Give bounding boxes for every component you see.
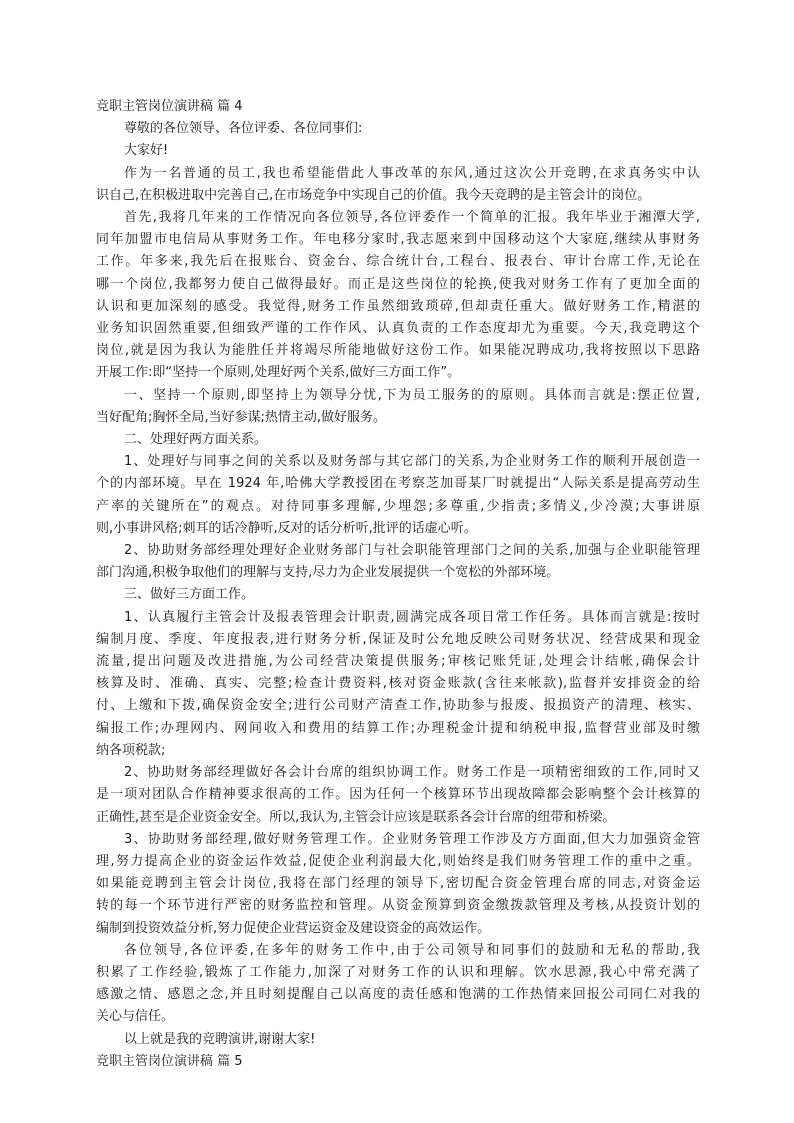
subheading: 二、处理好两方面关系。 xyxy=(124,432,268,448)
text-line: 1、处理好与同事之间的关系以及财务部与其它部门的关系,为企业财务工作的顺利开展创造一 xyxy=(124,454,700,470)
document-page xyxy=(96,96,700,1073)
text-line: 岗位,就是因为我认为能胜任并将竭尽所能地做好这份工作。如果能况聘成功,我将按照以下思路 xyxy=(96,343,700,359)
text-line: 一、坚持一个原则,即坚持上为领导分忧,下为员工服务的的原则。具体而言就是:摆正位置, xyxy=(124,387,700,403)
text-line: 编制到投资效益分析,努力促使企业营运资金及建设资金的高效运作。 xyxy=(96,920,491,936)
text-line: 核算及时、准确、真实、完整;检查计费资料,核对资金账款(含往来帐款),监督并安排资金的给 xyxy=(96,676,700,692)
subheading: 三、做好三方面工作。 xyxy=(124,587,255,603)
greeting: 大家好! xyxy=(124,143,169,159)
text-line: 认识和更加深刻的感受。我觉得,财务工作虽然细致琐碎,但却责任重大。做好财务工作,精湛的 xyxy=(96,298,700,314)
text-line: 1、认真履行主管会计及报表管理会计职责,圆满完成各项日常工作任务。具体而言就是:按时 xyxy=(124,609,700,625)
text-line: 产率的关键所在”的观点。对待同事多理解,少埋怨;多尊重,少指责;多情义,少冷漠;大事讲原 xyxy=(96,498,700,514)
text-line: 理,努力提高企业的资金运作效益,促使企业利润最大化,则始终是我们财务管理工作的重中之重。 xyxy=(96,853,700,869)
text-line: 哪一个岗位,我都努力使自己做得最好。而正是这些岗位的轮换,使我对财务工作有了更加全面的 xyxy=(96,276,700,292)
text-line: 2、协助财务部经理处理好企业财务部门与社会职能管理部门之间的关系,加强与企业职能管理 xyxy=(124,543,700,559)
text-line: 编报工作;办理网内、网间收入和费用的结算工作;办理税金计提和纳税申报,监督营业部及时缴 xyxy=(96,720,700,736)
text-line: 付、上缴和下拨,确保资金安全;进行公司财产清查工作,协助参与报废、报损资产的清理、核实、 xyxy=(96,698,700,714)
text-line: 3、协助财务部经理,做好财务管理工作。企业财务管理工作涉及方方面面,但大力加强资金管 xyxy=(124,831,700,847)
text-line: 转的每一个环节进行严密的财务监控和管理。从资金预算到资金缴拨款管理及考核,从投资计划的 xyxy=(96,898,700,914)
text-line: 2、协助财务部经理做好各会计台席的组织协调工作。财务工作是一项精密细致的工作,同时又 xyxy=(124,765,700,781)
text-line: 则,小事讲风格;刺耳的话冷静听,反对的话分析听,批评的话虚心听。 xyxy=(96,520,477,536)
text-line: 编制月度、季度、年度报表,进行财务分析,保证及时公允地反映公司财务状况、经营成果和现金 xyxy=(96,631,700,647)
text-line: 正确性,甚至是企业资金安全。所以,我认为,主管会计应该是联系各会计台席的纽带和桥梁。 xyxy=(96,809,616,825)
text-line: 首先,我将几年来的工作情况向各位领导,各位评委作一个简单的汇报。我年毕业于湘潭大学, xyxy=(124,210,700,226)
section-heading-5: 竞职主管岗位演讲稿 篇 5 xyxy=(96,1053,243,1069)
text-line: 各位领导,各位评委,在多年的财务工作中,由于公司领导和同事们的鼓励和无私的帮助,我 xyxy=(124,942,700,958)
text-line: 积累了工作经验,锻炼了工作能力,加深了对财务工作的认识和理解。饮水思源,我心中常充满了 xyxy=(96,964,700,980)
text-line: 识自己,在积极进取中完善自己,在市场竞争中实现自己的价值。我今天竞聘的是主管会计的岗位。 xyxy=(96,187,651,203)
text-line: 作为一名普通的员工,我也希望能借此人事改革的东风,通过这次公开竞聘,在求真务实中认 xyxy=(124,165,700,181)
text-line: 部门沟通,积极争取他们的理解与支持,尽力为企业发展提供一个宽松的外部环境。 xyxy=(96,565,560,581)
text-line: 同年加盟市电信局从事财务工作。年电移分家时,我志愿来到中国移动这个大家庭,继续从事财务 xyxy=(96,232,700,248)
text-line: 业务知识固然重要,但细致严谨的工作作风、认真负责的工作态度却尤为重要。今天,我竞聘这个 xyxy=(96,321,700,337)
text-line: 开展工作:即“坚持一个原则,处理好两个关系,做好三方面工作”。 xyxy=(96,365,461,381)
text-line: 工作。年多来,我先后在报账台、资金台、综合统计台,工程台、报表台、审计台席工作,无论在 xyxy=(96,254,700,270)
salutation: 尊敬的各位领导、各位评委、各位同事们: xyxy=(124,121,363,137)
text-line: 关心与信任。 xyxy=(96,1009,175,1025)
text-line: 流量,提出问题及改进措施,为公司经营决策提供服务;审核记账凭证,处理会计结帐,确保会计 xyxy=(96,654,700,670)
text-line: 如果能竞聘到主管会计岗位,我将在部门经理的领导下,密切配合资金管理台席的同志,对资金运 xyxy=(96,876,700,892)
text-line: 纳各项税款; xyxy=(96,742,166,758)
text-line: 感激之情、感恩之念,并且时刻提醒自己以高度的责任感和饱满的工作热情来回报公司同仁对我的 xyxy=(96,987,700,1003)
text-line: 当好配角;胸怀全局,当好参谋;热情主动,做好服务。 xyxy=(96,409,387,425)
text-line: 个的内部环境。早在 1924 年,哈佛大学教授团在考察芝加哥某厂时就提出“人际关系是提高劳动生 xyxy=(96,476,700,492)
closing: 以上就是我的竞聘演讲,谢谢大家! xyxy=(124,1031,316,1047)
section-heading-4: 竞职主管岗位演讲稿 篇 4 xyxy=(96,99,243,114)
text-line: 是一项对团队合作精神要求很高的工作。因为任何一个核算环节出现故障都会影响整个会计核算的 xyxy=(96,787,700,803)
